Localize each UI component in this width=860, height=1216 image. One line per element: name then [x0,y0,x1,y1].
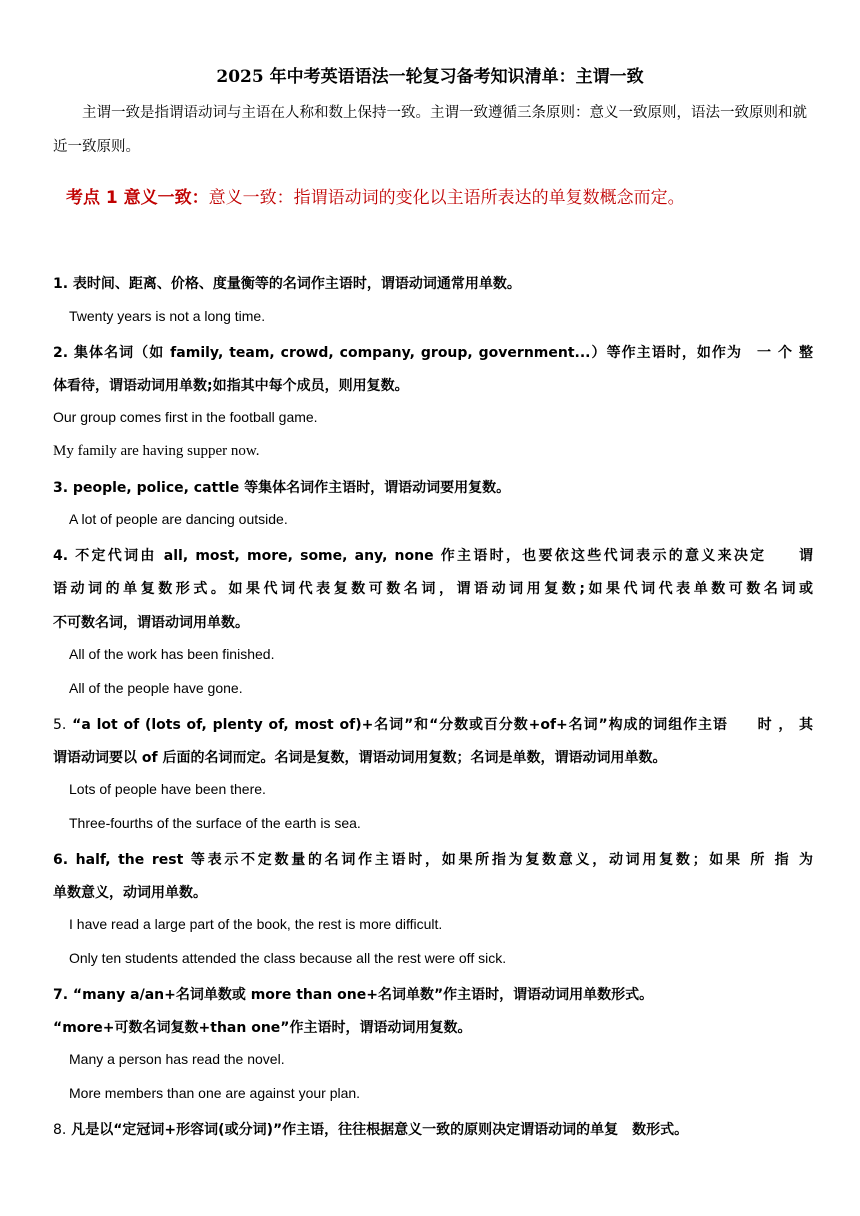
rule-4-line3: 不可数名词，谓语动词用单数。 [53,615,249,631]
example-6b: Only ten students attended the class because all the rest were off sick. [69,950,507,966]
example-7b: More members than one are against your plan. [69,1085,361,1101]
rule-5-line2: 谓语动词要以 of 后面的名词而定。名词是复数，谓语动词用复数；名词是单数，谓语动词用单数。 [53,750,667,766]
example-1a: Twenty years is not a long time. [69,308,266,324]
section-heading-label: 考点 1 意义一致： [66,188,209,208]
section-heading [66,183,685,208]
rule-3: 3. people, police, cattle 等集体名词作主语时，谓语动词要用复数。 [53,480,511,496]
example-4b: All of the people have gone. [69,680,243,696]
example-2a: Our group comes first in the football game. [53,409,318,425]
example-5b: Three-fourths of the surface of the earth is sea. [69,815,361,831]
rule-4-line2: 语动词的单复数形式。如果代词代表复数可数名词，谓语动词用复数;如果代词代表单数可数名词或 [53,581,813,597]
rule-8-line1 [53,1119,813,1139]
rule-1: 1. 表时间、距离、价格、度量衡等的名词作主语时，谓语动词通常用单数。 [53,276,521,292]
rule-8-text: 凡是以“定冠词+形容词(或分词)”作主语，往往根据意义一致的原则决定谓语动词的单复 数形式。 [66,1122,689,1138]
example-2b: My family are having supper now. [53,443,260,459]
rule-7-line1: 7. “many a/an+名词单数或 more than one+名词单数”作主语时，谓语动词用单数形式。 [53,987,654,1003]
rule-5-number: 5. [53,717,67,733]
example-4a: All of the work has been finished. [69,646,275,662]
rule-2-line1: 2. 集体名词（如 family, team, crowd, company, group, government...）等作主语时，如作为 一 个 整 [53,345,813,361]
example-7a: Many a person has read the novel. [69,1051,285,1067]
section-heading-text: 意义一致：指谓语动词的变化以主语所表达的单复数概念而定。 [208,188,685,208]
rule-7-line2: “more+可数名词复数+than one”作主语时，谓语动词用复数。 [53,1020,472,1036]
example-5a: Lots of people have been there. [69,781,266,797]
rule-2-line2: 体看待，谓语动词用单数;如指其中每个成员，则用复数。 [53,378,409,394]
rule-5-line1 [53,714,813,734]
rule-5-text: “a lot of (lots of, plenty of, most of)+名词”和“分数或百分数+of+名词”构成的词组作主语 时 ， 其 [66,717,813,733]
example-6a: I have read a large part of the book, the rest is more difficult. [69,916,443,932]
rule-6-line1: 6. half, the rest 等表示不定数量的名词作主语时，如果所指为复数意义，动词用复数；如果 所 指 为 [53,852,813,868]
rule-8-number: 8. [53,1122,67,1138]
intro-paragraph: 主谓一致是指谓语动词与主语在人称和数上保持一致。主谓一致遵循三条原则：意义一致原则，语法一致原则和就近一致原则。 [53,105,807,155]
rule-4-line1: 4. 不定代词由 all, most, more, some, any, none 作主语时，也要依这些代词表示的意义来决定 谓 [53,548,813,564]
example-3a: A lot of people are dancing outside. [69,511,288,527]
page-title: 2025 年中考英语语法一轮复习备考知识清单：主谓一致 [216,67,644,87]
rule-6-line2: 单数意义，动词用单数。 [53,885,207,901]
